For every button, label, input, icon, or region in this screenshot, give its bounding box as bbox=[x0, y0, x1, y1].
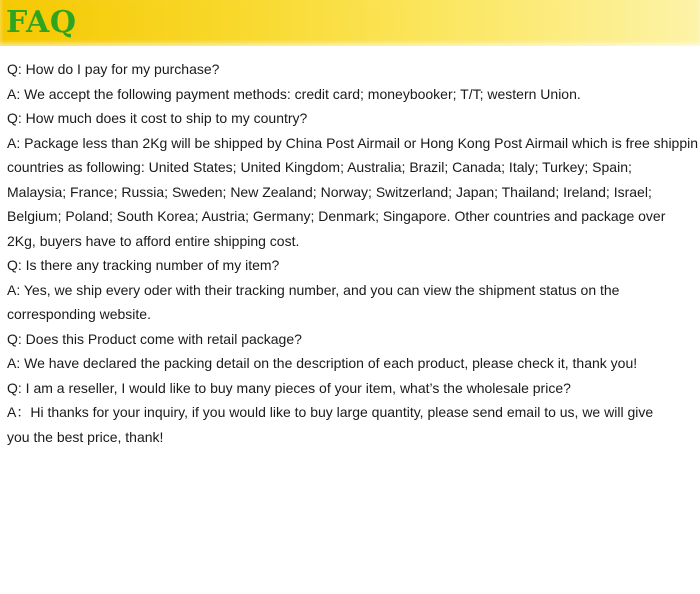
faq-question: Q: Is there any tracking number of my item? bbox=[7, 257, 280, 273]
faq-question: Q: How much does it cost to ship to my country? bbox=[7, 110, 308, 126]
faq-answer: A：Hi thanks for your inquiry, if you would like to buy large quantity, please send email to us, we will give bbox=[7, 404, 654, 420]
faq-answer-continued: countries as following: United States; United Kingdom; Australia; Brazil; Canada; Italy; Turkey; Spain; bbox=[7, 159, 632, 175]
faq-answer-continued: corresponding website. bbox=[7, 306, 151, 322]
faq-title: FAQ bbox=[6, 5, 77, 40]
faq-answer-continued: Malaysia; France; Russia; Sweden; New Zealand; Norway; Switzerland; Japan; Thailand; Ireland; Israel; bbox=[7, 183, 652, 200]
faq-question: Q: Does this Product come with retail package? bbox=[7, 330, 302, 347]
faq-answer: A: We accept the following payment methods: credit card; moneybooker; T/T; western Union. bbox=[7, 85, 581, 102]
faq-answer-continued: you the best price, thank! bbox=[7, 428, 164, 445]
faq-answer: A: Yes, we ship every oder with their tracking number, and you can view the shipment status on the bbox=[7, 281, 620, 298]
faq-answer-continued: 2Kg, buyers have to afford entire shipping cost. bbox=[7, 232, 300, 249]
faq-body bbox=[7, 57, 700, 449]
faq-question: Q: How do I pay for my purchase? bbox=[7, 61, 220, 77]
faq-banner bbox=[0, 0, 700, 46]
faq-answer: A: Package less than 2Kg will be shipped by China Post Airmail or Hong Kong Post Airmail which is free shippin bbox=[7, 134, 699, 151]
faq-answer: A: We have declared the packing detail on the description of each product, please check it, thank you! bbox=[7, 355, 638, 371]
faq-answer-continued: Belgium; Poland; South Korea; Austria; Germany; Denmark; Singapore. Other countries and package over bbox=[7, 208, 666, 224]
faq-question: Q: I am a reseller, I would like to buy many pieces of your item, what’s the wholesale price? bbox=[7, 379, 571, 396]
